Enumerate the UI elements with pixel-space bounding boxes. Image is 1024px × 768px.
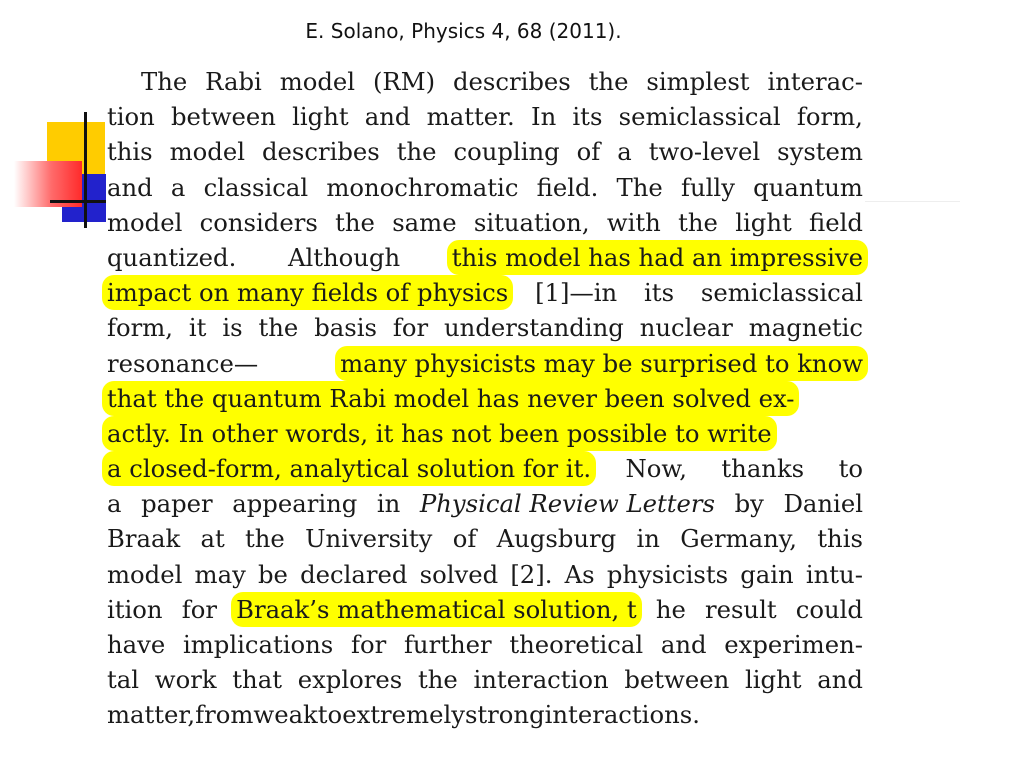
word: of <box>576 137 601 167</box>
word: for <box>350 630 387 659</box>
word: monochromatic <box>326 172 519 202</box>
word: theoretical <box>509 630 644 659</box>
highlighted-text: a closed-form, analytical solution for it. <box>102 451 596 486</box>
word: tal <box>107 665 140 695</box>
word: Although <box>287 242 401 272</box>
word: its <box>572 102 603 132</box>
word: describes <box>261 137 380 167</box>
word: light <box>292 102 349 132</box>
word: model <box>279 67 356 96</box>
word: model <box>107 207 183 237</box>
word: the <box>417 665 458 695</box>
text-line <box>107 451 863 486</box>
word: a <box>617 137 632 167</box>
text-line <box>107 99 863 134</box>
word: light <box>735 207 792 237</box>
highlighted-text: actly. In other words, it has not been possible to write <box>102 416 777 451</box>
word: the <box>244 524 285 554</box>
word: could <box>795 594 863 624</box>
word: gain <box>740 559 794 589</box>
word: in <box>376 489 401 519</box>
word: to <box>317 700 343 730</box>
word: model <box>107 559 183 589</box>
text-line <box>107 627 863 662</box>
word: form, <box>796 102 863 132</box>
word: physicists <box>606 559 729 589</box>
word: thanks <box>721 454 805 484</box>
word: have <box>107 630 166 659</box>
word: simplest <box>646 67 750 96</box>
word: [1]—in <box>535 278 618 308</box>
word: semiclassical <box>618 102 781 132</box>
word: describes <box>452 67 571 96</box>
word: for <box>181 594 217 624</box>
word: The <box>616 172 663 202</box>
scanned-paper-excerpt <box>107 64 863 733</box>
word: this <box>107 137 153 167</box>
word: the <box>588 67 629 96</box>
word: between <box>171 102 276 132</box>
word: declared <box>300 559 408 589</box>
word: implications <box>182 630 334 659</box>
word: understanding <box>444 313 624 343</box>
word: Germany, <box>680 524 797 554</box>
text-line <box>107 416 863 451</box>
text-line <box>107 205 863 240</box>
word: tion <box>107 102 155 132</box>
text-line <box>107 662 863 697</box>
word: be <box>257 559 288 589</box>
word: result <box>704 594 777 624</box>
text-line <box>107 64 863 99</box>
word: quantum <box>753 172 863 202</box>
word: semiclassical <box>700 278 863 308</box>
word: work <box>154 665 217 695</box>
decorative-vertical-line <box>84 112 87 228</box>
word: and <box>660 630 707 659</box>
word: with <box>606 207 661 237</box>
word: the <box>396 137 437 167</box>
text-line <box>107 275 863 310</box>
word: two-level <box>648 137 761 167</box>
word: interactions. <box>544 700 700 730</box>
text-line <box>107 592 863 627</box>
citation-header: E. Solano, Physics 4, 68 (2011). <box>305 19 622 43</box>
highlighted-text: that the quantum Rabi model has never been solved ex- <box>102 381 799 416</box>
word: to <box>838 454 863 484</box>
word: matter, <box>107 700 196 730</box>
text-line <box>107 134 863 169</box>
word: in <box>636 524 660 554</box>
word: (RM) <box>372 67 436 96</box>
text-line <box>107 557 863 592</box>
word: intu- <box>805 559 863 589</box>
word: light <box>745 665 802 695</box>
word: Now, <box>625 454 687 484</box>
highlighted-text: this model has had an impressive <box>447 240 868 275</box>
word: he <box>655 594 686 624</box>
word: a <box>107 489 122 519</box>
word: Daniel <box>783 489 863 519</box>
italic-text: Physical Review Letters <box>419 489 715 519</box>
word: Braak <box>107 524 181 554</box>
word: nuclear <box>639 313 733 343</box>
word: Rabi <box>205 67 262 96</box>
word: Augsburg <box>496 524 617 554</box>
highlighted-text: many physicists may be surprised to know <box>335 346 868 381</box>
word: a <box>170 172 186 202</box>
word: coupling <box>453 137 560 167</box>
word: further <box>403 630 492 659</box>
word: its <box>644 278 675 308</box>
word: paper <box>141 489 213 519</box>
word: extremely <box>342 700 465 730</box>
word: form, <box>107 313 173 343</box>
text-line <box>107 240 863 275</box>
word: is <box>222 313 243 343</box>
word: strong <box>464 700 545 730</box>
highlighted-text: impact on many fields of physics <box>102 275 513 310</box>
word: classical <box>203 172 309 202</box>
word: model <box>169 137 245 167</box>
word: field <box>809 207 863 237</box>
word: quantized. <box>107 242 237 272</box>
text-line <box>107 170 863 205</box>
word: same <box>392 207 457 237</box>
word: The <box>141 67 188 96</box>
word: fully <box>681 172 735 202</box>
word: at <box>200 524 225 554</box>
word: University <box>305 524 433 554</box>
decorative-horizontal-line <box>50 200 106 203</box>
word: resonance— <box>107 348 259 378</box>
word: of <box>452 524 477 554</box>
word: and <box>107 172 153 202</box>
text-line <box>107 697 863 732</box>
text-line <box>107 310 863 345</box>
word: and <box>364 102 411 132</box>
word: situation, <box>473 207 590 237</box>
word: explores <box>297 665 403 695</box>
text-line <box>107 381 863 416</box>
word: appearing <box>232 489 358 519</box>
word: magnetic <box>748 313 863 343</box>
word: weak <box>253 700 318 730</box>
word: ition <box>107 594 163 624</box>
word: In <box>530 102 557 132</box>
word: As <box>564 559 595 589</box>
word: between <box>624 665 730 695</box>
word: considers <box>199 207 318 237</box>
word: the <box>678 207 718 237</box>
word: that <box>232 665 282 695</box>
word: the <box>258 313 299 343</box>
word: system <box>777 137 863 167</box>
text-line <box>107 521 863 556</box>
word: basis <box>314 313 377 343</box>
word: experimen- <box>724 630 863 659</box>
word: it <box>188 313 207 343</box>
highlighted-text: Braak’s mathematical solution, t <box>231 592 642 627</box>
word: matter. <box>426 102 515 132</box>
word: may <box>194 559 246 589</box>
word: field. <box>536 172 599 202</box>
word: interaction <box>473 665 609 695</box>
word: solved <box>419 559 499 589</box>
word: and <box>817 665 863 695</box>
word: the <box>335 207 375 237</box>
text-line <box>107 346 863 381</box>
word: by <box>734 489 764 519</box>
word: from <box>195 700 254 730</box>
word: this <box>817 524 863 554</box>
word: interac- <box>767 67 863 96</box>
decorative-faint-line <box>865 201 960 202</box>
text-line <box>107 486 863 521</box>
word: for <box>392 313 429 343</box>
word: [2]. <box>510 559 553 589</box>
